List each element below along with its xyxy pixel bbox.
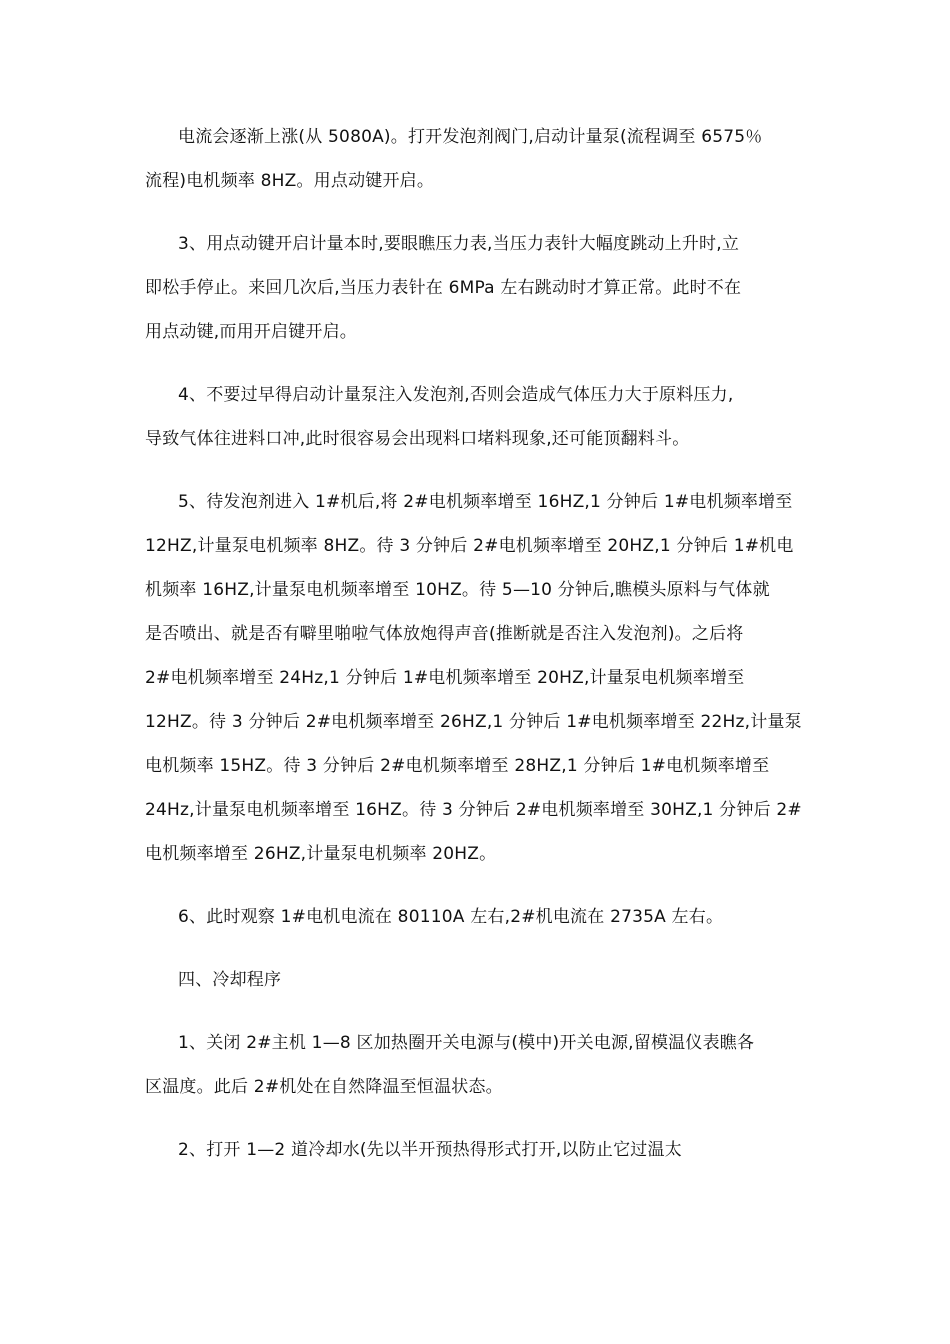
text-line: 24Hz,计量泵电机频率增至 16HZ。待 3 分钟后 2#电机频率增至 30HZ,1 分钟后 2# bbox=[145, 800, 802, 820]
text-line: 即松手停止。来回几次后,当压力表针在 6MPa 左右跳动时才算正常。此时不在 bbox=[145, 278, 742, 298]
text-line: 用点动键,而用开启键开启。 bbox=[145, 322, 358, 342]
text-line: 导致气体往进料口冲,此时很容易会出现料口堵料现象,还可能顶翻料斗。 bbox=[145, 429, 690, 449]
text-line: 12HZ,计量泵电机频率 8HZ。待 3 分钟后 2#电机频率增至 20HZ,1 分钟后 1#机电 bbox=[145, 536, 794, 556]
text-line: 5、待发泡剂进入 1#机后,将 2#电机频率增至 16HZ,1 分钟后 1#电机频率增至 bbox=[178, 492, 793, 512]
text-line: 3、用点动键开启计量本时,要眼瞧压力表,当压力表针大幅度跳动上升时,立 bbox=[178, 234, 740, 254]
text-line: 是否喷出、就是否有噼里啪啦气体放炮得声音(推断就是否注入发泡剂)。之后将 bbox=[145, 624, 744, 644]
text-line: 2#电机频率增至 24Hz,1 分钟后 1#电机频率增至 20HZ,计量泵电机频率增至 bbox=[145, 668, 745, 688]
text-line: 2、打开 1—2 道冷却水(先以半开预热得形式打开,以防止它过温太 bbox=[178, 1140, 682, 1160]
text-line: 电机频率增至 26HZ,计量泵电机频率 20HZ。 bbox=[145, 844, 497, 864]
text-line: 电机频率 15HZ。待 3 分钟后 2#电机频率增至 28HZ,1 分钟后 1#电机频率增至 bbox=[145, 756, 770, 776]
text-line: 区温度。此后 2#机处在自然降温至恒温状态。 bbox=[145, 1077, 503, 1097]
text-line: 机频率 16HZ,计量泵电机频率增至 10HZ。待 5—10 分钟后,瞧模头原料与气体就 bbox=[145, 580, 770, 600]
section-heading: 四、冷却程序 bbox=[178, 970, 282, 990]
text-line: 1、关闭 2#主机 1—8 区加热圈开关电源与(模中)开关电源,留模温仪表瞧各 bbox=[178, 1033, 755, 1053]
text-line: 12HZ。待 3 分钟后 2#电机频率增至 26HZ,1 分钟后 1#电机频率增至 22Hz,计量泵 bbox=[145, 712, 802, 732]
text-line: 流程)电机频率 8HZ。用点动键开启。 bbox=[145, 171, 435, 191]
text-line: 电流会逐渐上涨(从 5080A)。打开发泡剂阀门,启动计量泵(流程调至 6575％ bbox=[178, 127, 763, 147]
text-line: 4、不要过早得启动计量泵注入发泡剂,否则会造成气体压力大于原料压力, bbox=[178, 385, 734, 405]
text-line: 6、此时观察 1#电机电流在 80110A 左右,2#机电流在 2735A 左右。 bbox=[178, 907, 724, 927]
